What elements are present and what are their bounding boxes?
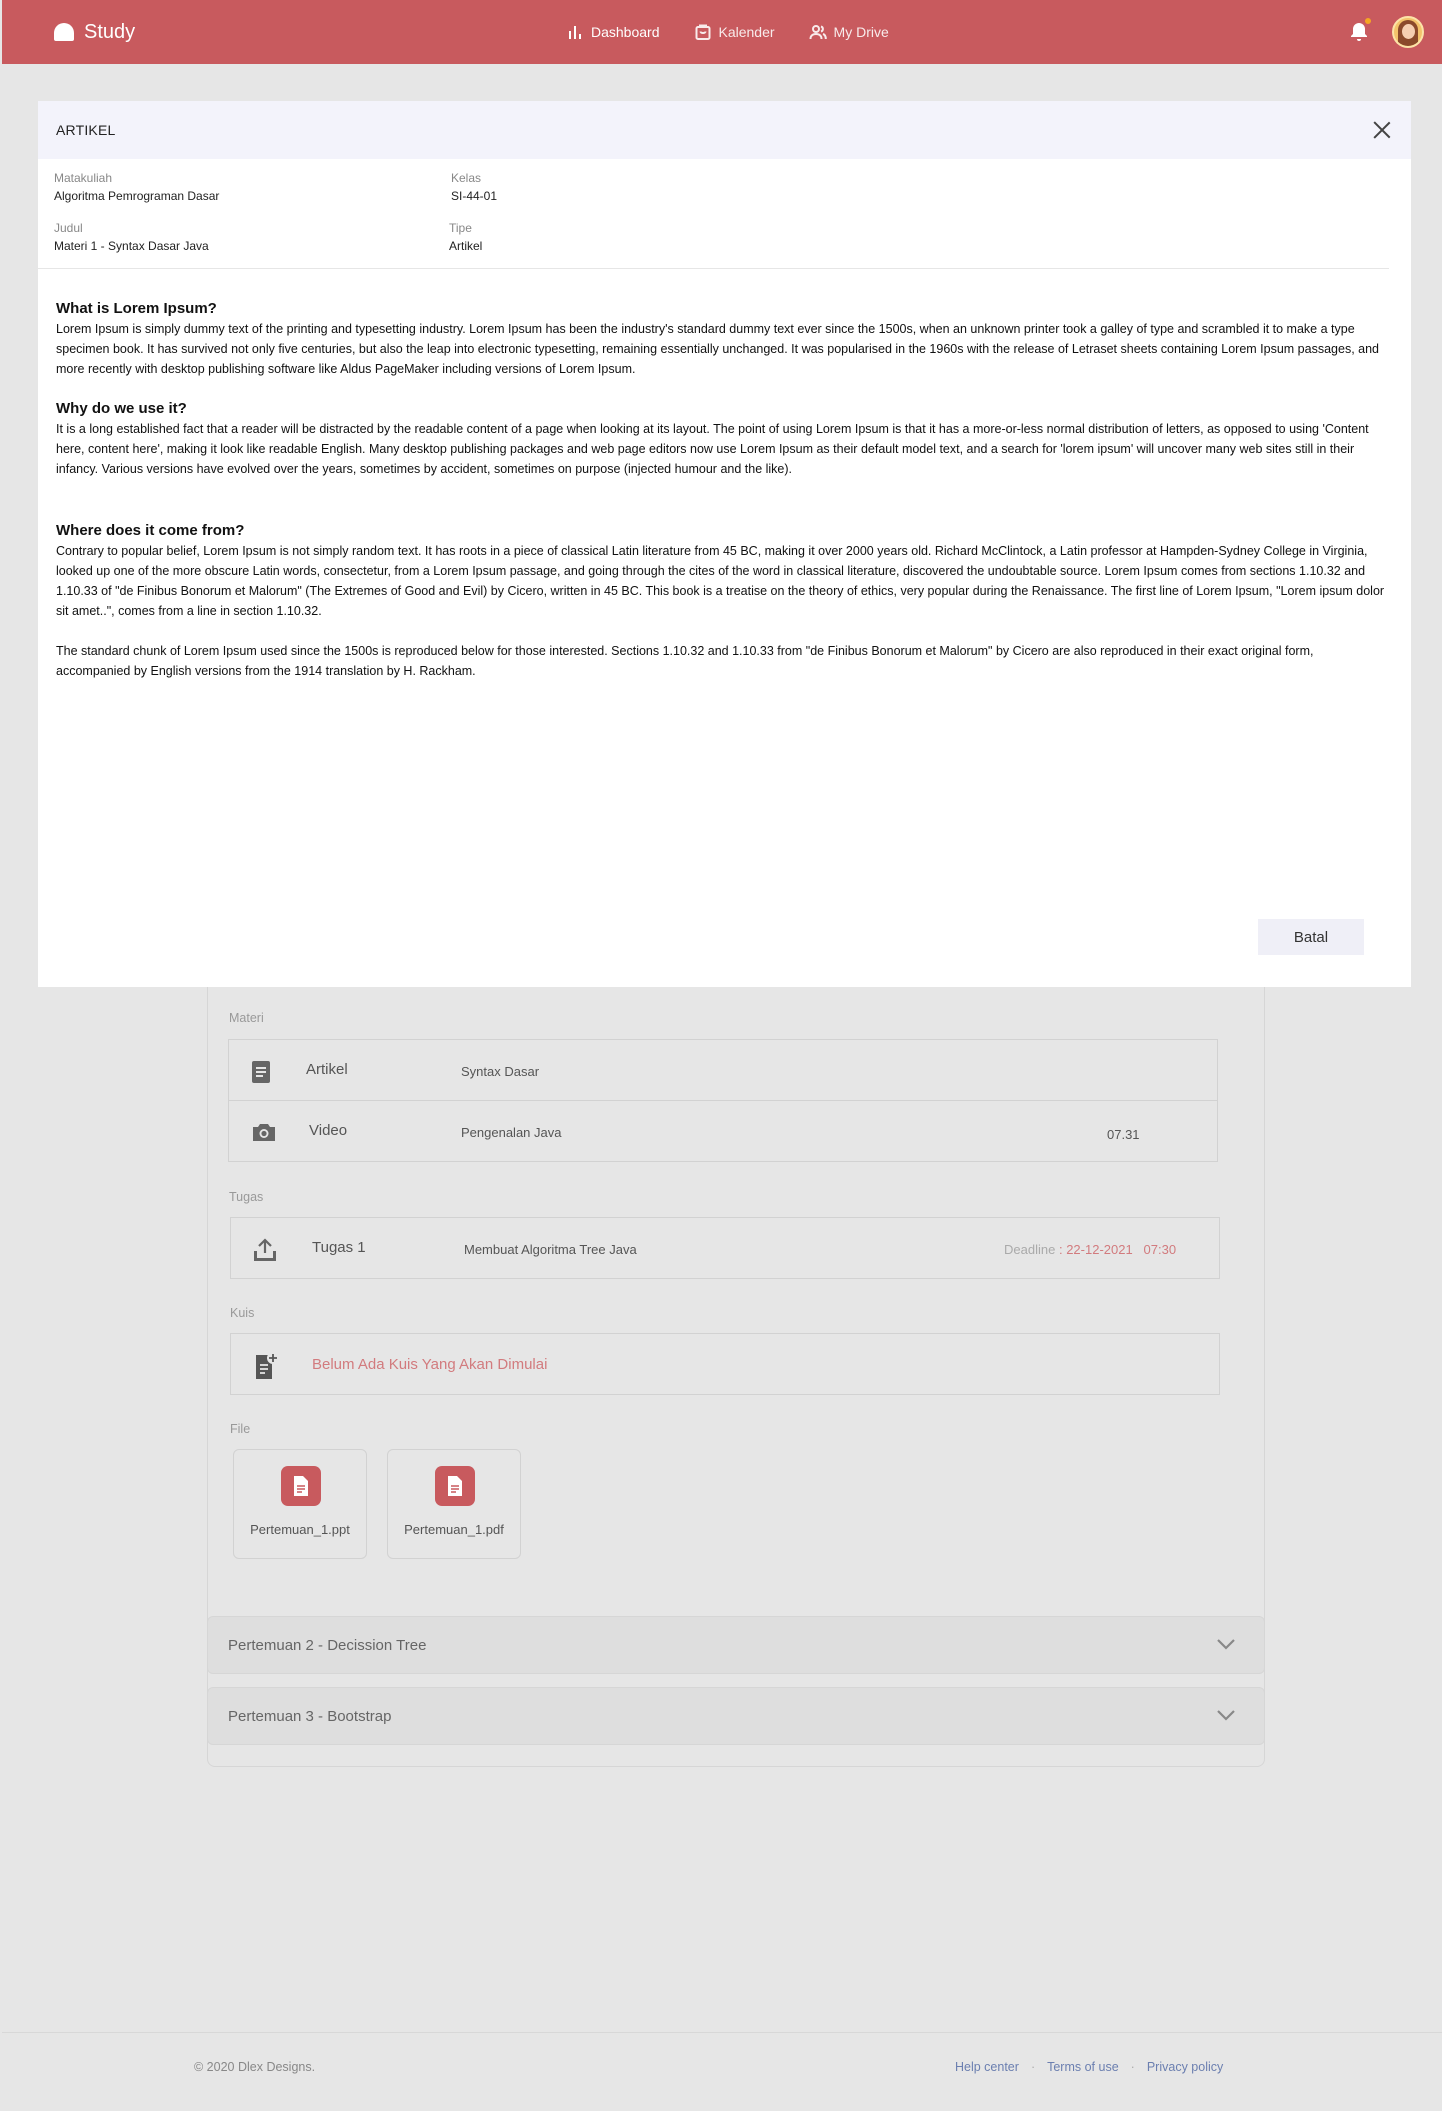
materi-title: Syntax Dasar	[461, 1064, 540, 1079]
tugas-section-label: Tugas	[229, 1190, 264, 1204]
meta-label: Matakuliah	[54, 171, 113, 185]
modal-title: ARTIKEL	[56, 122, 116, 138]
nav-kalender-label: Kalender	[718, 24, 775, 40]
article-content	[38, 269, 1411, 681]
tugas-deadline	[1004, 1242, 1176, 1257]
accordion-title: Pertemuan 3 - Bootstrap	[228, 1708, 392, 1725]
footer-links	[955, 2060, 1223, 2074]
article-paragraph: The standard chunk of Lorem Ipsum used since the 1500s is reproduced below for those interested. Sections 1.10.32 and 1.10.33 from "de Finibus Bonorum et Malorum" by Cicero are also reproduced in their exact original form, accompanied by English versions from the 1914 translation by H. Rackham.	[56, 644, 1314, 678]
article-paragraph: Lorem Ipsum is simply dummy text of the printing and typesetting industry. Lorem Ipsum has been the industry's standard dummy text ever since the 1500s, when an unknown printer took a galley of type and scrambled it to make a type specimen book. It has survived not only five centuries, but also the leap into electronic typesetting, remaining essentially unchanged. It was popularised in the 1960s with the release of Letraset sheets containing Lorem Ipsum passages, and more recently with desktop publishing software like Aldus PageMaker including versions of Lorem Ipsum.	[56, 322, 1379, 376]
video-duration: 07.31	[1107, 1127, 1140, 1142]
meta-kelas	[451, 171, 497, 203]
upload-icon	[252, 1237, 278, 1263]
nav-my-drive[interactable]	[809, 23, 889, 41]
calendar-bag-icon	[694, 23, 712, 41]
article-paragraph: It is a long established fact that a reader will be distracted by the readable content of a page when looking at its layout. The point of using Lorem Ipsum is that it has a more-or-less normal distribution of letters, as opposed to using 'Content here, content here', making it look like readable English. Many desktop publishing packages and web page editors now use Lorem Ipsum as their default model text, and a search for 'lorem ipsum' will uncover many web sites still in their infancy. Various versions have evolved over the years, sometimes by accident, sometimes on purpose (injected humour and the like).	[56, 422, 1369, 476]
materi-section-label: Materi	[229, 1011, 264, 1025]
chevron-down-icon	[1216, 1708, 1236, 1722]
accordion-pertemuan-2[interactable]	[207, 1616, 1265, 1674]
meta-value: Algoritma Pemrograman Dasar	[54, 189, 220, 203]
meta-judul	[54, 221, 209, 253]
deadline-time: 07:30	[1143, 1242, 1177, 1257]
cancel-button[interactable]: Batal	[1258, 919, 1364, 955]
kuis-empty-message: Belum Ada Kuis Yang Akan Dimulai	[312, 1356, 548, 1373]
meta-label: Judul	[54, 221, 83, 235]
article-heading: What is Lorem Ipsum?	[56, 300, 217, 317]
file-name: Pertemuan_1.pdf	[404, 1522, 504, 1537]
meta-label: Kelas	[451, 171, 482, 185]
kuis-section-label: Kuis	[230, 1306, 255, 1320]
article-paragraph: Contrary to popular belief, Lorem Ipsum is not simply random text. It has roots in a piece of classical Latin literature from 45 BC, making it over 2000 years old. Richard McClintock, a Latin professor at Hampden-Sydney College in Virginia, looked up one of the more obscure Latin words, consectetur, from a Lorem Ipsum passage, and going through the cites of the word in classical literature, discovered the undoubtable source. Lorem Ipsum comes from sections 1.10.32 and 1.10.33 of "de Finibus Bonorum et Malorum" (The Extremes of Good and Evil) by Cicero, written in 45 BC. This book is a treatise on the theory of ethics, very popular during the Renaissance. The first line of Lorem Ipsum, "Lorem ipsum dolor sit amet..", comes from a line in section 1.10.32.	[56, 544, 1385, 618]
tugas-title: Membuat Algoritma Tree Java	[464, 1242, 637, 1257]
deadline-date: 22-12-2021	[1066, 1242, 1133, 1257]
camera-icon	[251, 1121, 277, 1143]
bar-chart-icon	[566, 23, 584, 41]
meta-value: SI-44-01	[451, 189, 498, 203]
chevron-down-icon	[1216, 1637, 1236, 1651]
study-logo-icon	[54, 23, 74, 41]
file-card-pdf[interactable]	[387, 1449, 521, 1559]
materi-row-video[interactable]	[228, 1100, 1218, 1162]
main-nav	[566, 0, 889, 64]
footer-divider	[2, 2032, 1442, 2033]
deadline-separator: :	[1058, 1242, 1063, 1257]
deadline-label: Deadline	[1004, 1242, 1056, 1257]
modal-header	[38, 101, 1411, 159]
close-icon[interactable]	[1371, 119, 1393, 141]
article-heading: Why do we use it?	[56, 400, 187, 417]
file-card-ppt[interactable]	[233, 1449, 367, 1559]
meta-value: Artikel	[449, 239, 483, 253]
materi-title: Pengenalan Java	[461, 1125, 562, 1140]
brand-name: Study	[84, 20, 136, 43]
document-icon	[251, 1060, 271, 1084]
tugas-row[interactable]	[230, 1217, 1220, 1279]
nav-dashboard[interactable]	[566, 23, 660, 41]
kuis-row	[230, 1333, 1220, 1395]
file-name: Pertemuan_1.ppt	[250, 1522, 350, 1537]
help-center-link[interactable]: Help center	[955, 2060, 1019, 2074]
meta-label: Tipe	[449, 221, 472, 235]
file-section-label: File	[230, 1422, 251, 1436]
brand[interactable]	[54, 0, 135, 64]
top-navbar	[2, 0, 1442, 64]
footer-separator: ·	[1130, 2060, 1135, 2074]
terms-of-use-link[interactable]: Terms of use	[1047, 2060, 1119, 2074]
file-icon	[281, 1466, 321, 1506]
users-icon	[809, 23, 827, 41]
quiz-add-icon	[254, 1351, 280, 1381]
meta-value: Materi 1 - Syntax Dasar Java	[54, 239, 209, 253]
artikel-modal	[38, 101, 1411, 987]
nav-my-drive-label: My Drive	[833, 24, 889, 40]
tugas-name: Tugas 1	[312, 1239, 366, 1256]
nav-dashboard-label: Dashboard	[591, 24, 660, 40]
modal-meta	[38, 159, 1389, 269]
accordion-title: Pertemuan 2 - Decission Tree	[228, 1637, 427, 1654]
user-avatar[interactable]	[1392, 16, 1424, 48]
article-heading: Where does it come from?	[56, 522, 245, 539]
nav-kalender[interactable]	[694, 23, 775, 41]
meta-matakuliah	[54, 171, 219, 203]
notification-dot	[1365, 18, 1371, 24]
file-icon	[435, 1466, 475, 1506]
privacy-policy-link[interactable]: Privacy policy	[1146, 2060, 1224, 2074]
materi-row-artikel[interactable]	[228, 1039, 1218, 1101]
footer-copyright: © 2020 Dlex Designs.	[194, 2060, 316, 2074]
meta-tipe	[449, 221, 482, 253]
materi-type: Artikel	[306, 1061, 348, 1078]
footer-separator: ·	[1030, 2060, 1036, 2074]
accordion-pertemuan-3[interactable]	[207, 1687, 1265, 1745]
materi-type: Video	[309, 1122, 348, 1139]
